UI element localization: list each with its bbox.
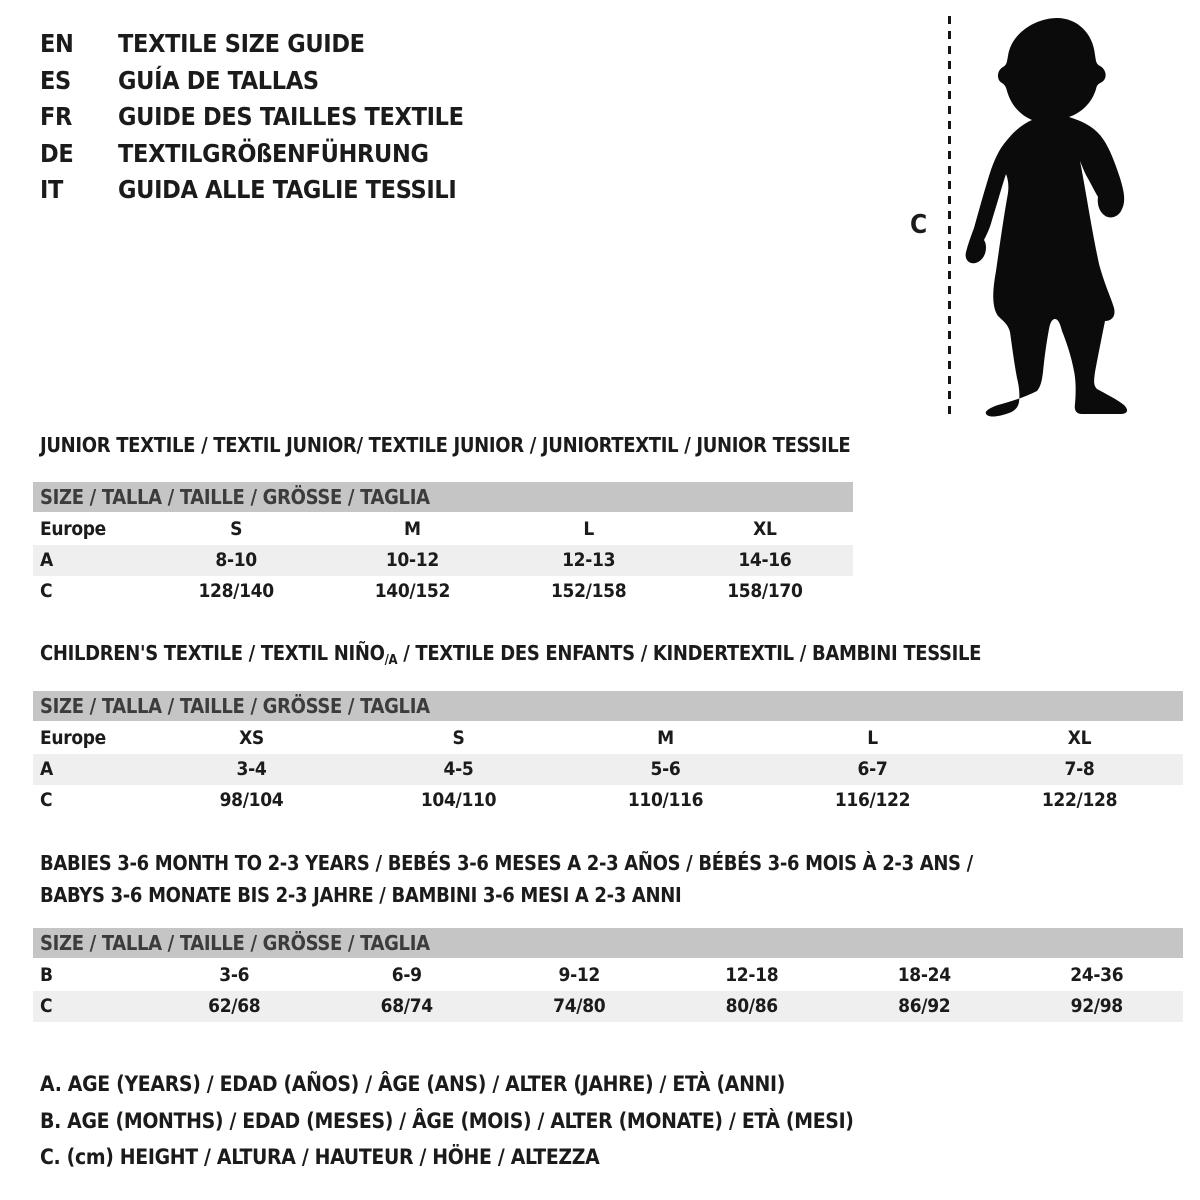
junior-size-table xyxy=(33,482,853,607)
table-row xyxy=(33,960,1183,991)
row-label: C xyxy=(40,995,53,1017)
children-title-pre: CHILDREN'S TEXTILE / TEXTIL NIÑO xyxy=(40,641,385,665)
table-cell: 74/80 xyxy=(553,995,606,1017)
row-label: A xyxy=(40,758,53,780)
language-code: FR xyxy=(40,102,73,131)
table-cell: 110/116 xyxy=(627,789,704,811)
language-code: IT xyxy=(40,175,64,204)
column-header: L xyxy=(583,518,594,540)
column-header: L xyxy=(867,727,878,749)
table-cell: 122/128 xyxy=(1041,789,1118,811)
baby-silhouette-icon xyxy=(962,14,1146,420)
row-label: B xyxy=(40,964,53,986)
column-header: Europe xyxy=(40,727,106,749)
legend xyxy=(40,1066,854,1176)
language-title: GUIDE DES TAILLES TEXTILE xyxy=(118,102,464,131)
size-header-bar: SIZE / TALLA / TAILLE / GRÖSSE / TAGLIA xyxy=(33,928,1183,958)
table-header-row xyxy=(33,723,1183,754)
table-cell: 128/140 xyxy=(198,580,274,602)
table-cell: 158/170 xyxy=(727,580,803,602)
table-cell: 3-4 xyxy=(236,758,267,780)
size-header-bar: SIZE / TALLA / TAILLE / GRÖSSE / TAGLIA xyxy=(33,691,1183,721)
row-label: C xyxy=(40,580,53,602)
language-title-list xyxy=(40,26,464,209)
table-cell: 12-13 xyxy=(562,549,616,571)
table-cell: 104/110 xyxy=(420,789,497,811)
section-title-babies xyxy=(40,847,973,911)
table-cell: 98/104 xyxy=(219,789,284,811)
language-row xyxy=(40,136,464,173)
table-cell: 18-24 xyxy=(897,964,951,986)
table-cell: 4-5 xyxy=(443,758,474,780)
language-title: TEXTILE SIZE GUIDE xyxy=(118,29,365,58)
table-row xyxy=(33,576,853,607)
table-row xyxy=(33,785,1183,816)
height-measure-line xyxy=(948,16,951,416)
row-label: A xyxy=(40,549,53,571)
children-title-sub: /A xyxy=(384,653,398,668)
language-code: DE xyxy=(40,138,74,168)
table-cell: 92/98 xyxy=(1070,995,1123,1017)
children-size-table xyxy=(33,691,1183,816)
section-title-children xyxy=(40,642,981,672)
language-row xyxy=(40,26,464,63)
table-row xyxy=(33,545,853,576)
section-title-junior: JUNIOR TEXTILE / TEXTIL JUNIOR/ TEXTILE JUNIOR / JUNIORTEXTIL / JUNIOR TESSILE xyxy=(40,433,851,457)
table-cell: 8-10 xyxy=(215,549,257,571)
table-cell: 12-18 xyxy=(725,964,779,986)
table-cell: 116/122 xyxy=(834,789,911,811)
table-cell: 24-36 xyxy=(1070,964,1124,986)
babies-size-table xyxy=(33,928,1183,1022)
children-title-post: / TEXTILE DES ENFANTS / KINDERTEXTIL / BAMBINI TESSILE xyxy=(397,641,982,665)
table-cell: 7-8 xyxy=(1064,758,1095,780)
language-row xyxy=(40,63,464,100)
height-measure-label: C xyxy=(910,210,927,240)
language-code: EN xyxy=(40,29,74,58)
language-code: ES xyxy=(40,65,71,95)
column-header: XS xyxy=(239,727,264,749)
language-title: TEXTILGRÖßENFÜHRUNG xyxy=(118,138,429,168)
baby-figure xyxy=(900,0,1200,440)
table-header-row xyxy=(33,514,853,545)
table-cell: 152/158 xyxy=(550,580,627,602)
table-cell: 10-12 xyxy=(385,549,439,571)
table-cell: 62/68 xyxy=(208,995,261,1017)
legend-line: B. AGE (MONTHS) / EDAD (MESES) / ÂGE (MOIS) / ALTER (MONATE) / ETÀ (MESI) xyxy=(40,1108,854,1133)
table-cell: 68/74 xyxy=(380,995,433,1017)
table-cell: 80/86 xyxy=(725,995,778,1017)
column-header: S xyxy=(452,727,465,749)
language-title: GUIDA ALLE TAGLIE TESSILI xyxy=(118,175,457,204)
table-cell: 140/152 xyxy=(374,580,451,602)
babies-title-line2: BABYS 3-6 MONATE BIS 2-3 JAHRE / BAMBINI 3-6 MESI A 2-3 ANNI xyxy=(40,883,682,907)
language-title: GUÍA DE TALLAS xyxy=(118,65,319,95)
column-header: Europe xyxy=(40,518,106,540)
table-row xyxy=(33,754,1183,785)
column-header: XL xyxy=(1067,727,1092,749)
babies-title-line1: BABIES 3-6 MONTH TO 2-3 YEARS / BEBÉS 3-6 MESES A 2-3 AÑOS / BÉBÉS 3-6 MOIS À 2-3 ANS / xyxy=(40,851,973,875)
column-header: M xyxy=(404,518,421,540)
legend-line: A. AGE (YEARS) / EDAD (AÑOS) / ÂGE (ANS) / ALTER (JAHRE) / ETÀ (ANNI) xyxy=(40,1072,786,1096)
table-row xyxy=(33,991,1183,1022)
table-cell: 6-9 xyxy=(391,964,422,986)
language-row xyxy=(40,99,464,136)
table-cell: 9-12 xyxy=(558,964,600,986)
legend-line: C. (cm) HEIGHT / ALTURA / HAUTEUR / HÖHE / ALTEZZA xyxy=(40,1145,600,1169)
language-row xyxy=(40,172,464,209)
row-label: C xyxy=(40,789,53,811)
column-header: M xyxy=(657,727,674,749)
table-cell: 14-16 xyxy=(738,549,792,571)
table-cell: 86/92 xyxy=(898,995,951,1017)
column-header: S xyxy=(230,518,243,540)
size-header-bar: SIZE / TALLA / TAILLE / GRÖSSE / TAGLIA xyxy=(33,482,853,512)
table-cell: 3-6 xyxy=(219,964,250,986)
table-cell: 6-7 xyxy=(857,758,888,780)
table-cell: 5-6 xyxy=(650,758,681,780)
column-header: XL xyxy=(753,518,777,540)
